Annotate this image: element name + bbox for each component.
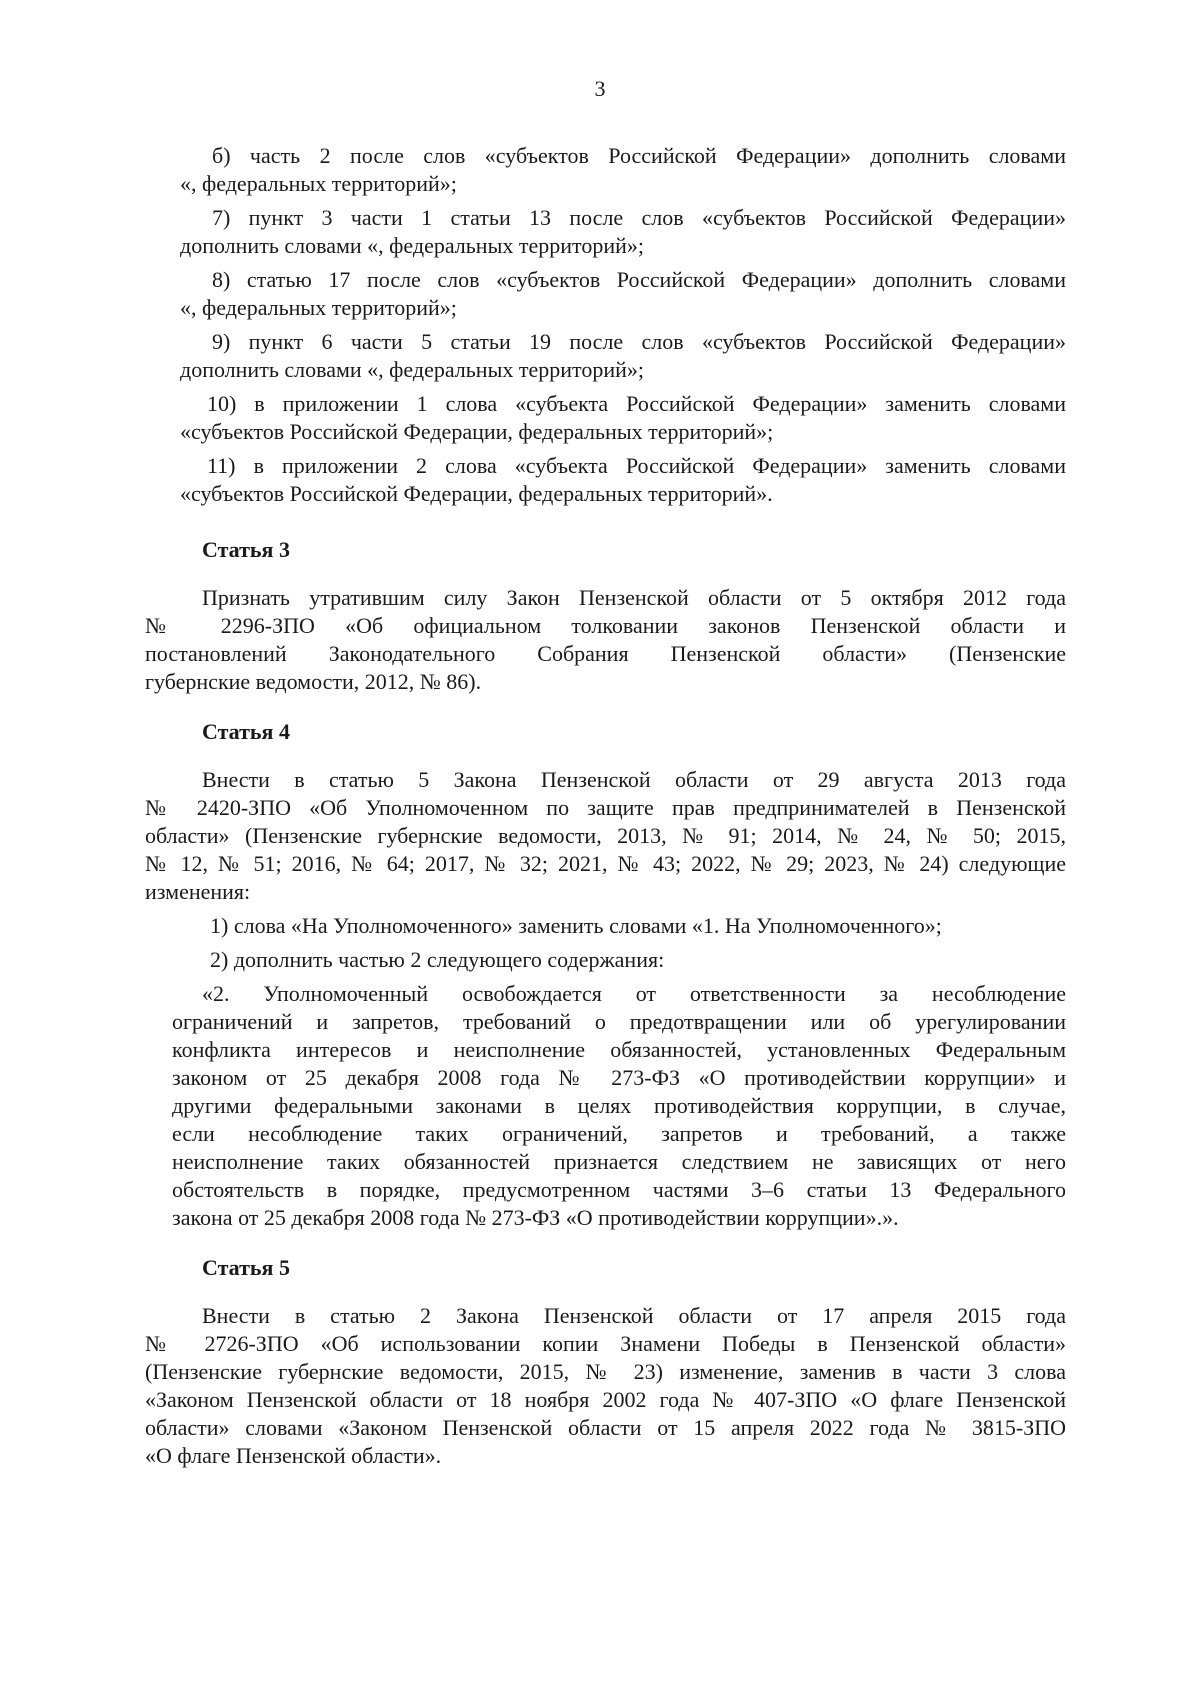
page-number: 3 (594, 76, 606, 101)
list-item-11 (0, 452, 1200, 508)
article-5-text (0, 1302, 1200, 1470)
article-3-line: № 2296-ЗПО «Об официальном толковании законов Пензенской области и (145, 613, 1066, 638)
list-item-7 (0, 204, 1200, 260)
article-3-line: Признать утратившим силу Закон Пензенской области от 5 октября 2012 года (202, 585, 1066, 610)
quote-line: если несоблюдение таких ограничений, запретов и требований, а также (172, 1121, 1066, 1146)
document-body (0, 142, 1200, 1470)
article-3-line: губернские ведомости, 2012, № 86). (145, 669, 482, 694)
list-item-first-line: 10) в приложении 1 слова «субъекта Российской Федерации» заменить словами (207, 391, 1066, 416)
article-4-intro (0, 766, 1200, 906)
list-item-continuation: дополнить словами «, федеральных территорий»; (180, 233, 644, 258)
list-item-first-line: 8) статью 17 после слов «субъектов Российской Федерации» дополнить словами (212, 267, 1066, 292)
article-4-line: № 2420-ЗПО «Об Уполномоченном по защите прав предпринимателей в Пензенской (145, 795, 1066, 820)
article-5-line: «Законом Пензенской области от 18 ноября 2002 года № 407-ЗПО «О флаге Пензенской (145, 1387, 1066, 1412)
list-item-9 (0, 328, 1200, 384)
list-item-continuation: «, федеральных территорий»; (180, 295, 457, 320)
article-4-heading: Статья 4 (202, 719, 290, 744)
article-5-line: области» словами «Законом Пензенской области от 15 апреля 2022 года № 3815-ЗПО (145, 1415, 1066, 1440)
article-3-heading: Статья 3 (202, 537, 290, 562)
article-4-line: изменения: (145, 879, 251, 904)
list-item-first-line: 7) пункт 3 части 1 статьи 13 после слов «субъектов Российской Федерации» (212, 205, 1066, 230)
list-item-first-line: 11) в приложении 2 слова «субъекта Российской Федерации» заменить словами (207, 453, 1066, 478)
article-3-line: постановлений Законодательного Собрания Пензенской области» (Пензенские (145, 641, 1066, 666)
article-4-line: области» (Пензенские губернские ведомости, 2013, № 91; 2014, № 24, № 50; 2015, (145, 823, 1066, 848)
article-4-item-2: 2) дополнить частью 2 следующего содержания: (210, 947, 665, 972)
article-5-line: «О флаге Пензенской области». (145, 1443, 442, 1468)
quote-line: закона от 25 декабря 2008 года № 273-ФЗ «О противодействии коррупции».». (172, 1205, 899, 1230)
list-item-continuation: «, федеральных территорий»; (180, 171, 457, 196)
quote-line: законом от 25 декабря 2008 года № 273-ФЗ «О противодействии коррупции» и (172, 1065, 1066, 1090)
quote-line: другими федеральными законами в целях противодействия коррупции, в случае, (172, 1093, 1066, 1118)
article-4-line: № 12, № 51; 2016, № 64; 2017, № 32; 2021, № 43; 2022, № 29; 2023, № 24) следующие (145, 851, 1066, 876)
article-5-heading: Статья 5 (202, 1255, 290, 1280)
list-item-first-line: 9) пункт 6 части 5 статьи 19 после слов «субъектов Российской Федерации» (212, 329, 1066, 354)
list-item-first-line: б) часть 2 после слов «субъектов Российской Федерации» дополнить словами (212, 143, 1066, 168)
list-item-continuation: дополнить словами «, федеральных территорий»; (180, 357, 644, 382)
article-3-text (0, 584, 1200, 696)
article-5-line: № 2726-ЗПО «Об использовании копии Знамени Победы в Пензенской области» (145, 1331, 1066, 1356)
article-4-quote (0, 980, 1200, 1232)
article-5-line: Внести в статью 2 Закона Пензенской области от 17 апреля 2015 года (202, 1303, 1066, 1328)
list-item-10 (0, 390, 1200, 446)
article-4-line: Внести в статью 5 Закона Пензенской области от 29 августа 2013 года (202, 767, 1066, 792)
quote-line: неисполнение таких обязанностей признается следствием не зависящих от него (172, 1149, 1066, 1174)
quote-line: конфликта интересов и неисполнение обязанностей, установленных Федеральным (172, 1037, 1066, 1062)
list-item-8 (0, 266, 1200, 322)
list-item-continuation: «субъектов Российской Федерации, федеральных территорий»; (180, 419, 774, 444)
quote-line: ограничений и запретов, требований о предотвращении или об урегулировании (172, 1009, 1066, 1034)
list-item-continuation: «субъектов Российской Федерации, федеральных территорий». (180, 481, 773, 506)
article-4-item-1: 1) слова «На Уполномоченного» заменить словами «1. На Уполномоченного»; (210, 913, 942, 938)
article-5-line: (Пензенские губернские ведомости, 2015, № 23) изменение, заменив в части 3 слова (145, 1359, 1066, 1384)
list-item-b (0, 142, 1200, 198)
quote-line: «2. Уполномоченный освобождается от ответственности за несоблюдение (202, 981, 1066, 1006)
quote-line: обстоятельств в порядке, предусмотренном частями 3–6 статьи 13 Федерального (172, 1177, 1066, 1202)
